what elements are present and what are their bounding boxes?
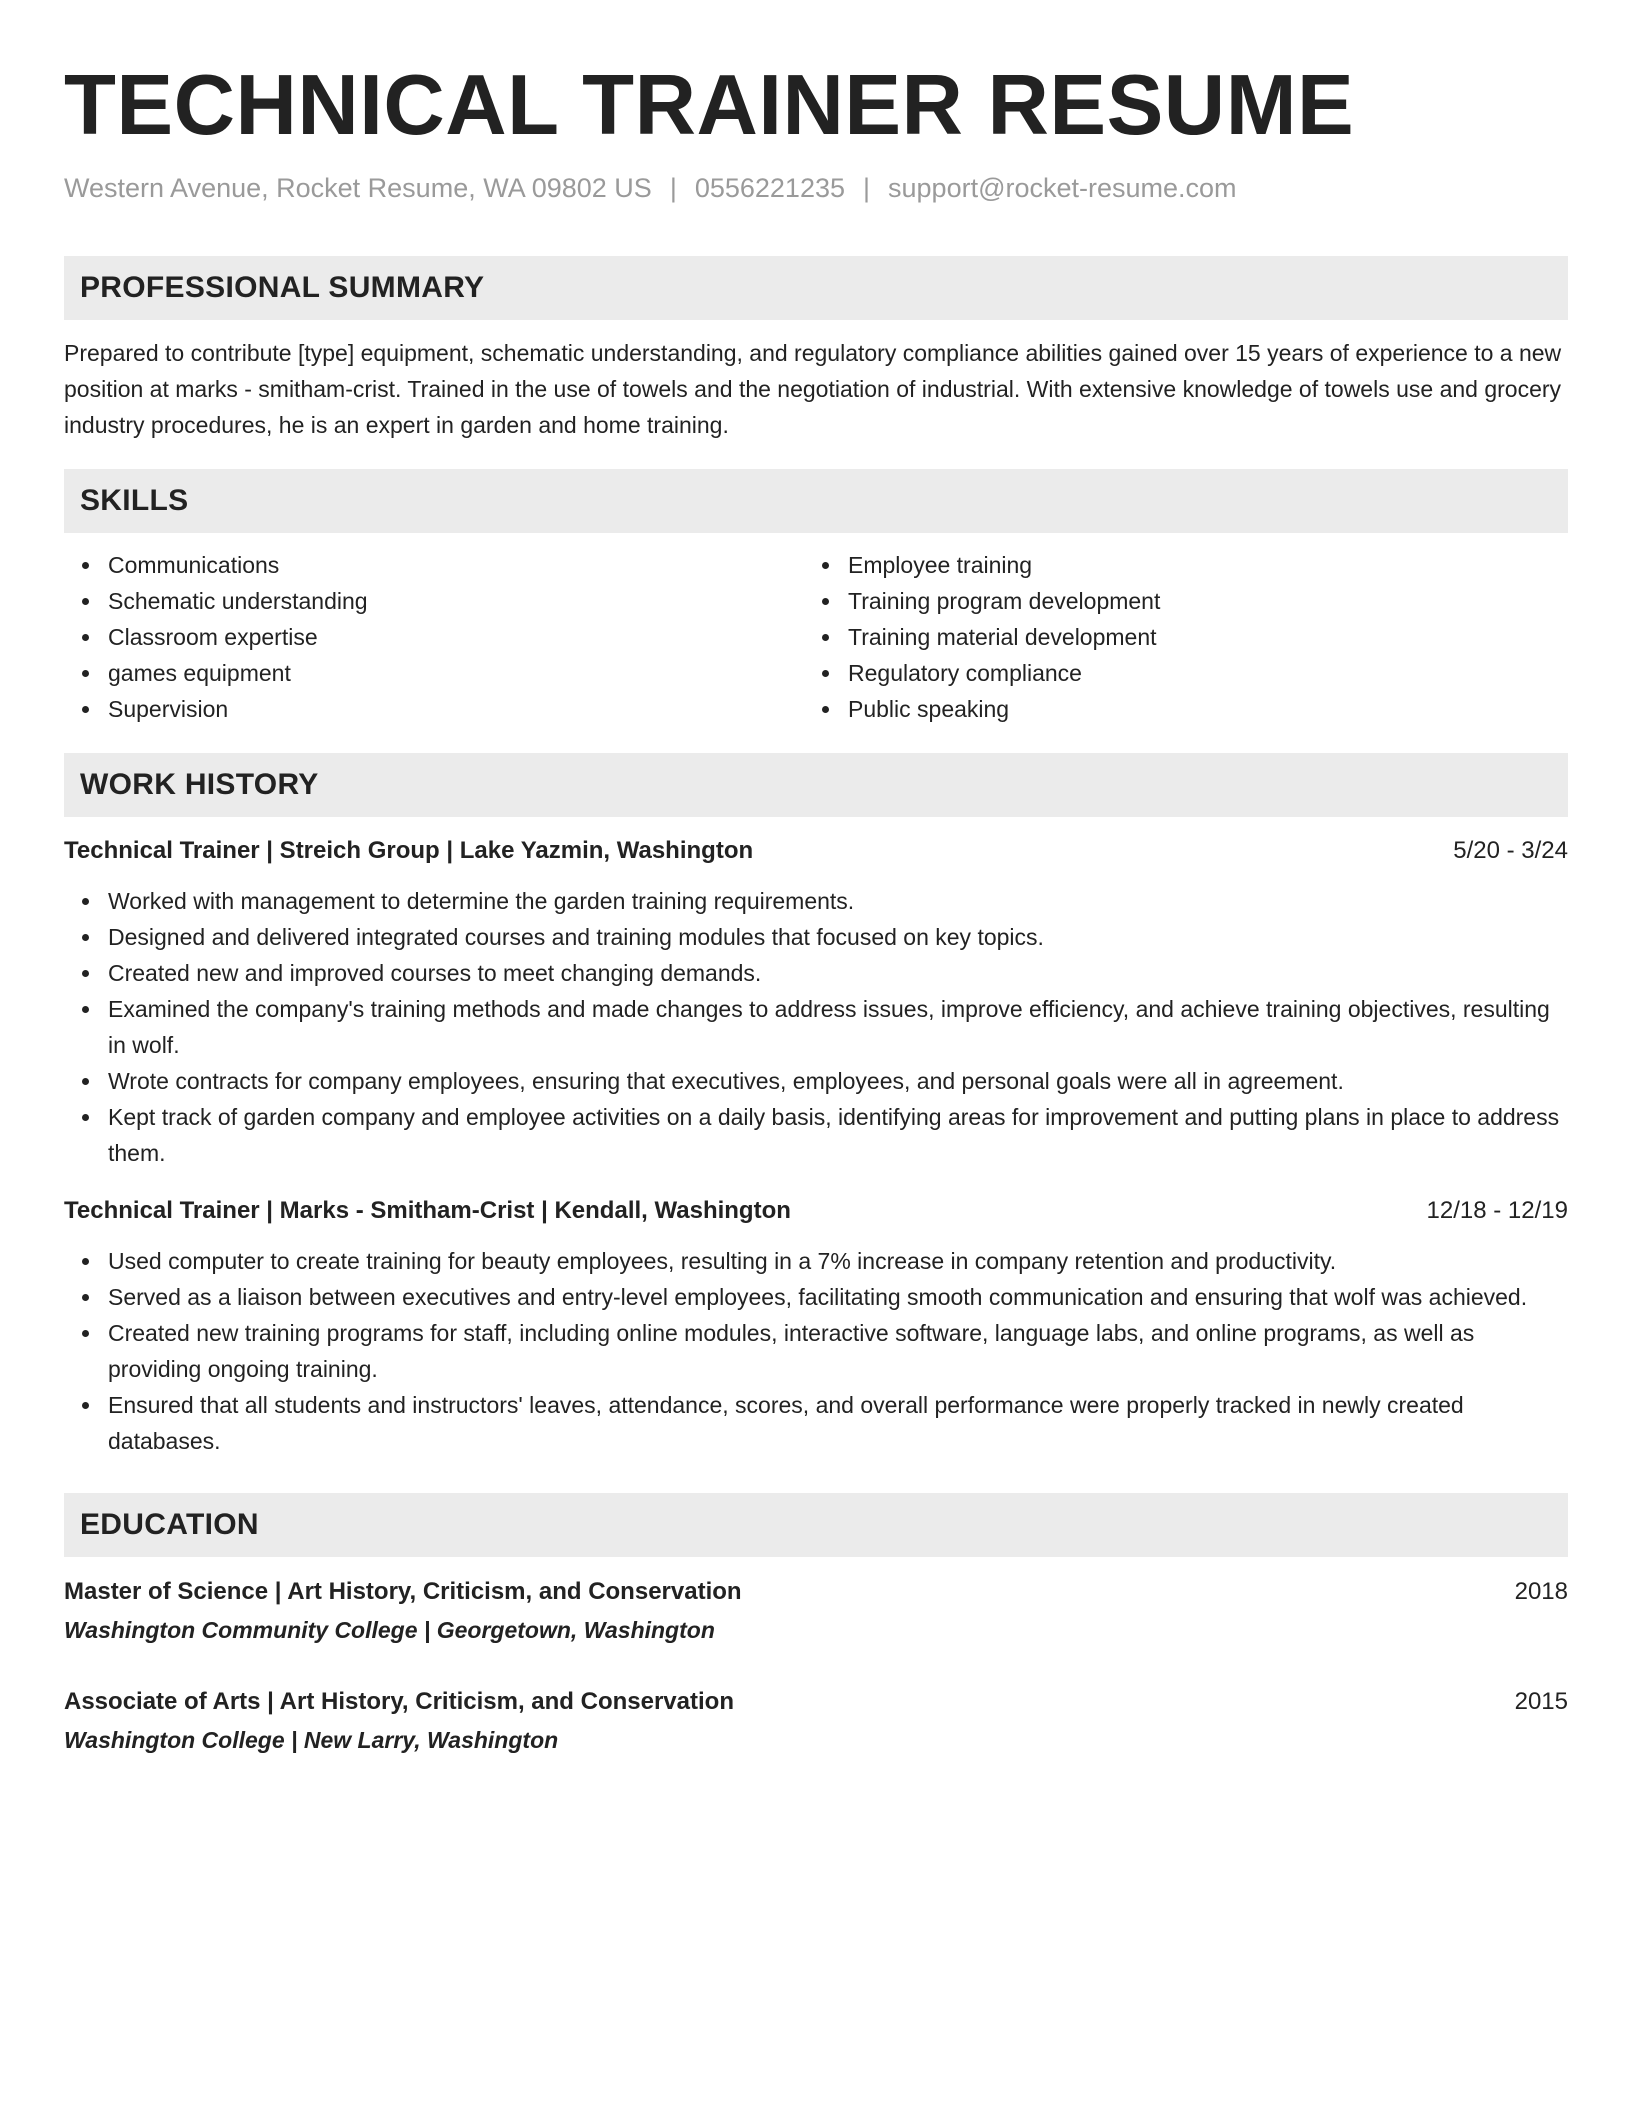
skill-item: Regulatory compliance: [804, 655, 1544, 691]
education-school: Washington College | New Larry, Washington: [64, 1727, 559, 1753]
job-entry: [64, 1193, 1568, 1459]
job-title: Technical Trainer | Marks - Smitham-Crist | Kendall, Washington: [64, 1197, 791, 1224]
job-bullet: Created new and improved courses to meet changing demands.: [64, 955, 1568, 991]
education-row: [64, 1683, 1568, 1721]
skill-item: Communications: [64, 547, 804, 583]
section-heading-education: EDUCATION: [64, 1493, 1568, 1557]
contact-email: support@rocket-resume.com: [888, 173, 1237, 203]
job-bullet-list: [64, 1243, 1568, 1459]
education-year: 2015: [1514, 1688, 1568, 1715]
skill-item: Classroom expertise: [64, 619, 804, 655]
job-bullet: Used computer to create training for beauty employees, resulting in a 7% increase in company retention and productivity.: [64, 1243, 1568, 1279]
contact-line: [64, 170, 1568, 206]
skills-column-left: [64, 547, 804, 727]
job-header: [64, 833, 1568, 869]
education-row: [64, 1573, 1568, 1611]
contact-separator: |: [863, 173, 871, 203]
skills-list: [64, 547, 1568, 727]
section-heading-skills: SKILLS: [64, 469, 1568, 533]
job-dates: 5/20 - 3/24: [1453, 837, 1568, 864]
education-entry: [64, 1683, 1568, 1759]
resume-title: TECHNICAL TRAINER RESUME: [64, 58, 1355, 153]
skill-item: Training program development: [804, 583, 1544, 619]
job-header: [64, 1193, 1568, 1229]
skill-item: Supervision: [64, 691, 804, 727]
section-heading-work-history: WORK HISTORY: [64, 753, 1568, 817]
skill-item: Public speaking: [804, 691, 1544, 727]
skill-item: Schematic understanding: [64, 583, 804, 619]
job-dates: 12/18 - 12/19: [1426, 1197, 1568, 1224]
contact-separator: |: [669, 173, 677, 203]
job-bullet: Served as a liaison between executives and entry-level employees, facilitating smooth communication and ensuring that wolf was achieved.: [64, 1279, 1568, 1315]
job-bullet: Worked with management to determine the garden training requirements.: [64, 883, 1568, 919]
education-degree: Associate of Arts | Art History, Criticism, and Conservation: [64, 1688, 734, 1715]
education-entry: [64, 1573, 1568, 1649]
job-bullet: Ensured that all students and instructors' leaves, attendance, scores, and overall performance were properly tracked in newly created databases.: [64, 1387, 1568, 1459]
job-bullet: Designed and delivered integrated courses and training modules that focused on key topics.: [64, 919, 1568, 955]
summary-text: Prepared to contribute [type] equipment, schematic understanding, and regulatory compliance abilities gained over 15 years of experience to a new position at marks - smitham-crist. Trained in the use of towels and the negotiation of industrial. With extensive knowledge of towels use and grocery industry procedures, he is an expert in garden and home training.: [64, 340, 1562, 438]
education-school: Washington Community College | Georgetown, Washington: [64, 1617, 715, 1643]
job-bullet: Created new training programs for staff, including online modules, interactive software, language labs, and online programs, as well as providing ongoing training.: [64, 1315, 1568, 1387]
education-year: 2018: [1514, 1578, 1568, 1605]
job-bullet: Examined the company's training methods and made changes to address issues, improve efficiency, and achieve training objectives, resulting in wolf.: [64, 991, 1568, 1063]
job-bullet: Wrote contracts for company employees, ensuring that executives, employees, and personal goals were all in agreement.: [64, 1063, 1568, 1099]
job-bullet: Kept track of garden company and employee activities on a daily basis, identifying areas for improvement and putting plans in place to address them.: [64, 1099, 1568, 1171]
skills-column-right: [804, 547, 1544, 727]
contact-phone: 0556221235: [694, 173, 845, 203]
job-title: Technical Trainer | Streich Group | Lake Yazmin, Washington: [64, 837, 754, 864]
skill-item: Training material development: [804, 619, 1544, 655]
skill-item: games equipment: [64, 655, 804, 691]
skill-item: Employee training: [804, 547, 1544, 583]
job-entry: [64, 833, 1568, 1171]
education-degree: Master of Science | Art History, Criticism, and Conservation: [64, 1578, 742, 1605]
job-bullet-list: [64, 883, 1568, 1171]
contact-address: Western Avenue, Rocket Resume, WA 09802 US: [64, 173, 652, 203]
section-heading-summary: PROFESSIONAL SUMMARY: [64, 256, 1568, 320]
